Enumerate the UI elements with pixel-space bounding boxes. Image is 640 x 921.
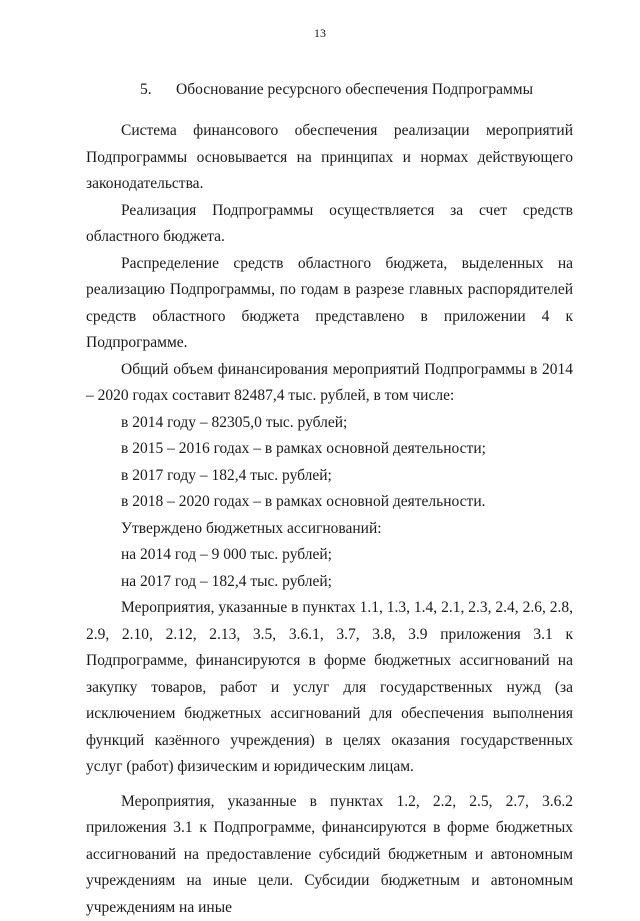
section-number: 5. xyxy=(140,80,152,100)
allocations-heading: Утверждено бюджетных ассигнований: xyxy=(86,516,573,543)
funding-list-item: в 2015 – 2016 годах – в рамках основной деятельности; xyxy=(86,436,573,463)
allocation-list-item: на 2017 год – 182,4 тыс. рублей; xyxy=(86,569,573,596)
paragraph: Мероприятия, указанные в пунктах 1.1, 1.3, 1.4, 2.1, 2.3, 2.4, 2.6, 2.8, 2.9, 2.10, 2.12, 2.13, 3.5, 3.6.1, 3.7, 3.8, 3.9 приложения 3.1 к Подпрограмме, финансируются в форме бюджетных ассигнований на закупку товаров, работ и услуг для государственных нужд (за исключением бюджетных ассигнований для обеспечения выполнения функций казённого учреждения) в целях оказания государственных услуг (работ) физическим и юридическим лицам. xyxy=(86,595,573,781)
paragraph: Распределение средств областного бюджета, выделенных на реализацию Подпрограммы, по годам в разрезе главных распорядителей средств областного бюджета представлено в приложении 4 к Подпрограмме. xyxy=(86,251,573,357)
paragraph: Общий объем финансирования мероприятий Подпрограммы в 2014 – 2020 годах составит 82487,4 тыс. рублей, в том числе: xyxy=(86,357,573,410)
paragraph: Мероприятия, указанные в пунктах 1.2, 2.2, 2.5, 2.7, 3.6.2 приложения 3.1 к Подпрограмме, финансируются в форме бюджетных ассигнований на предоставление субсидий бюджетным и автономным учреждениям на иные цели. Субсидии бюджетным и автономным учреждениям на иные xyxy=(86,789,573,921)
page-number: 13 xyxy=(0,26,640,41)
paragraph: Реализация Подпрограммы осуществляется за счет средств областного бюджета. xyxy=(86,198,573,251)
funding-list-item: в 2017 году – 182,4 тыс. рублей; xyxy=(86,463,573,490)
section-title: Обоснование ресурсного обеспечения Подпрограммы xyxy=(176,80,533,100)
allocation-list-item: на 2014 год – 9 000 тыс. рублей; xyxy=(86,542,573,569)
funding-list-item: в 2014 году – 82305,0 тыс. рублей; xyxy=(86,410,573,437)
document-body xyxy=(86,118,573,921)
funding-list-item: в 2018 – 2020 годах – в рамках основной деятельности. xyxy=(86,489,573,516)
paragraph: Система финансового обеспечения реализации мероприятий Подпрограммы основывается на принципах и нормах действующего законодательства. xyxy=(86,118,573,198)
